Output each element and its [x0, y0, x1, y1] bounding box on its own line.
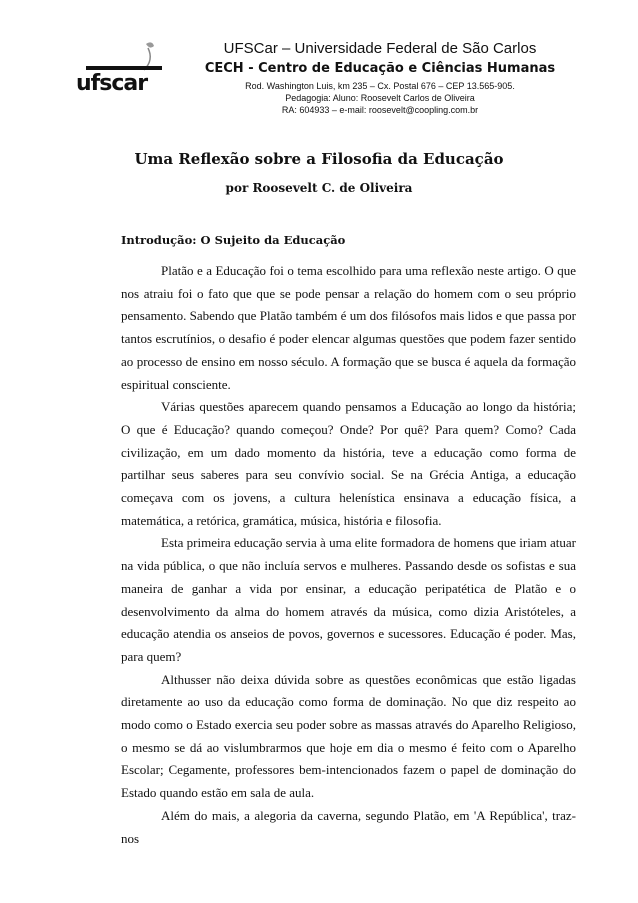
university-name: UFSCar – Universidade Federal de São Carlos [223, 40, 537, 57]
article-author: por Roosevelt C. de Oliveira [225, 181, 413, 195]
paragraph: Althusser não deixa dúvida sobre as questões econômicas que estão ligadas diretamente ao uso da educação como forma de dominação. No que diz respeito ao modo como o Estado exercia seu poder sobre as massas através do Aparelho Religioso, o mesmo se dá ao vislumbrarmos que hoje em dia o mesmo é feito com o Aparelho Escolar; Cegamente, professores bem-intencionados fazem o papel de dominação do Estado quando estão em sala de aula. [121, 671, 576, 801]
logo-text: ufscar [76, 71, 148, 96]
article-body [121, 260, 576, 850]
course-line: Pedagogia: Aluno: Roosevelt Carlos de Oliveira [285, 93, 475, 103]
ufscar-logo [74, 40, 164, 96]
article-title: Uma Reflexão sobre a Filosofia da Educação [134, 150, 504, 168]
address: Rod. Washington Luis, km 235 – Cx. Postal 676 – CEP 13.565-905. [245, 81, 515, 91]
contact-line: RA: 604933 – e-mail: roosevelt@coopling.com.br [281, 105, 479, 115]
paragraph: Várias questões aparecem quando pensamos a Educação ao longo da história; O que é Educação? quando começou? Onde? Por quê? Para quem? Como? Cada civilização, em um dado momento da história, teve a educação como forma de partilhar seus saberes para seu convívio social. Se na Grécia Antiga, a educação começava com os jovens, a cultura helenística ensinava a educação física, a matemática, a retórica, gramática, música, história e filosofia. [121, 399, 576, 528]
paragraph: Esta primeira educação servia à uma elite formadora de homens que iriam atuar na vida pública, o que não incluía servos e mulheres. Passando desde os sofistas e sua maneira de ganhar a vida por ensinar, a educação peripatética de Platão e o desenvolvimento da alma do homem através da música, como dizia Aristóteles, a educação atendia os anseios de povos, governos e sucessores. Educação é poder. Mas, para quem? [121, 535, 576, 664]
paragraph: Além do mais, a alegoria da caverna, segundo Platão, em 'A República', traz-nos [121, 807, 576, 846]
paragraph: Platão e a Educação foi o tema escolhido para uma reflexão neste artigo. O que nos atraiu foi o fato que que se pode pensar a relação do homem com o seu próprio pensamento. Sabendo que Platão também é um dos filósofos mais lidos e que passa por tantos escrutínios, o desafio é poder elencar algumas questões que podem fazer sentido ao processo de ensino em nosso século. A formação que se busca é aquela da formação espiritual consciente. [121, 263, 576, 392]
center-name: CECH - Centro de Educação e Ciências Humanas [204, 61, 556, 76]
section-heading: Introdução: O Sujeito da Educação [121, 233, 346, 247]
